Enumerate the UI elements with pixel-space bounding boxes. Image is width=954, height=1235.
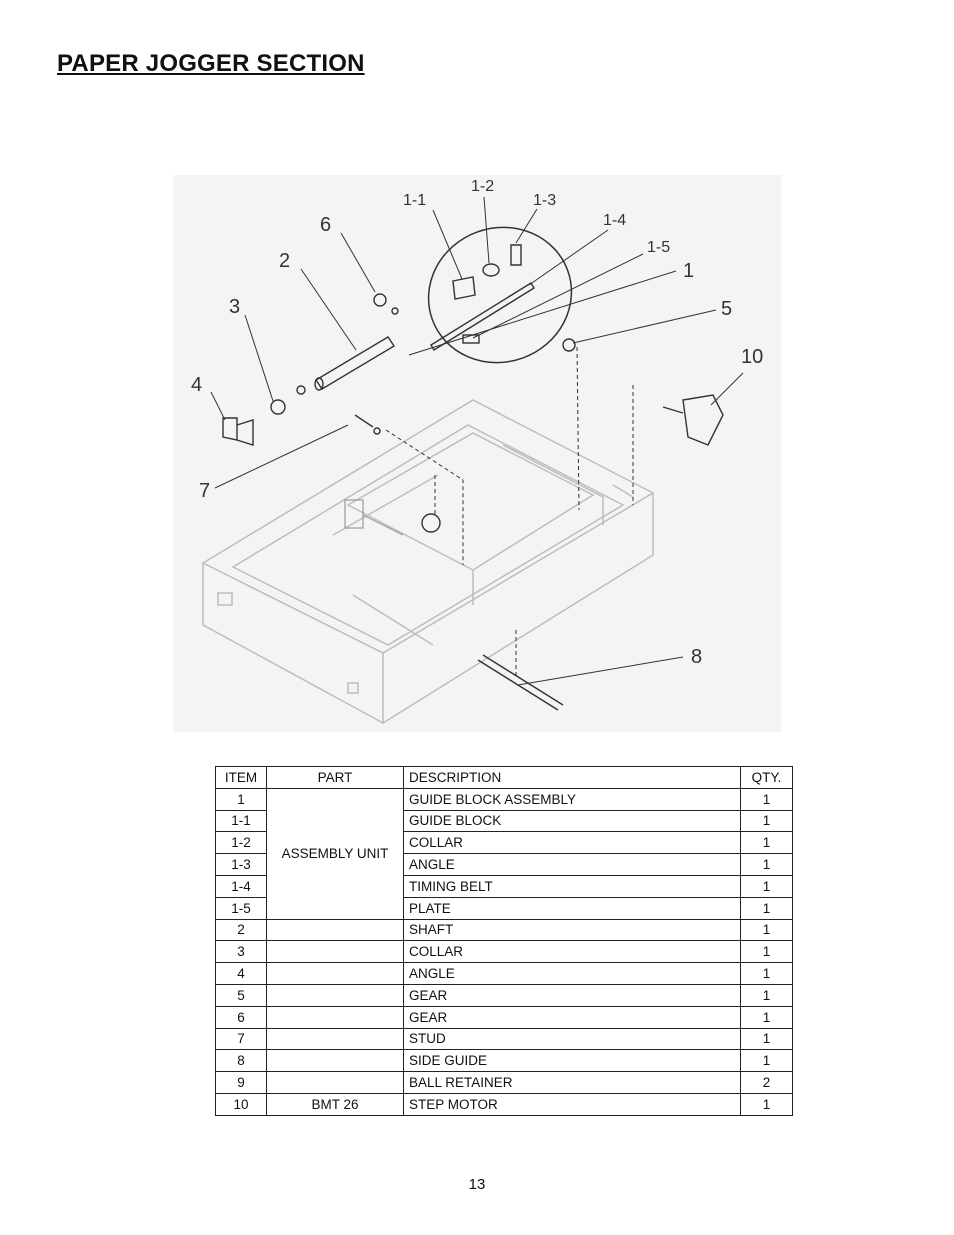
- qty-cell: 1: [741, 963, 793, 985]
- qty-cell: 1: [741, 941, 793, 963]
- callout-3: 3: [229, 296, 241, 318]
- item-cell: 8: [216, 1050, 267, 1072]
- table-header-row: [216, 767, 793, 789]
- table-row: [216, 919, 793, 941]
- qty-cell: 1: [741, 984, 793, 1006]
- item-cell: 9: [216, 1072, 267, 1094]
- callout-8: 8: [691, 646, 703, 668]
- page-number: 13: [468, 1176, 486, 1193]
- part-cell: [267, 1006, 404, 1028]
- exploded-parts-diagram: [173, 175, 781, 732]
- table-row: [216, 788, 793, 810]
- callout-6: 6: [320, 214, 332, 236]
- description-cell: BALL RETAINER: [404, 1072, 741, 1094]
- item-cell: 1-3: [216, 854, 267, 876]
- description-cell: GUIDE BLOCK ASSEMBLY: [404, 788, 741, 810]
- part-cell: [267, 984, 404, 1006]
- item-cell: 5: [216, 984, 267, 1006]
- item-cell: 6: [216, 1006, 267, 1028]
- item-cell: 1: [216, 788, 267, 810]
- qty-cell: 1: [741, 832, 793, 854]
- qty-cell: 1: [741, 875, 793, 897]
- qty-cell: 2: [741, 1072, 793, 1094]
- qty-cell: 1: [741, 854, 793, 876]
- item-cell: 4: [216, 963, 267, 985]
- description-cell: COLLAR: [404, 832, 741, 854]
- header-part: PART: [267, 767, 404, 789]
- table-row: [216, 1006, 793, 1028]
- table-row: [216, 941, 793, 963]
- header-qty: QTY.: [741, 767, 793, 789]
- description-cell: STEP MOTOR: [404, 1093, 741, 1115]
- description-cell: GEAR: [404, 1006, 741, 1028]
- callout-1-5: 1-5: [647, 239, 671, 256]
- description-cell: PLATE: [404, 897, 741, 919]
- description-cell: STUD: [404, 1028, 741, 1050]
- callout-2: 2: [279, 250, 291, 272]
- description-cell: GEAR: [404, 984, 741, 1006]
- table-row: [216, 1093, 793, 1115]
- description-cell: GUIDE BLOCK: [404, 810, 741, 832]
- description-cell: ANGLE: [404, 963, 741, 985]
- description-cell: COLLAR: [404, 941, 741, 963]
- qty-cell: 1: [741, 1093, 793, 1115]
- page-title: PAPER JOGGER SECTION: [57, 50, 365, 77]
- description-cell: ANGLE: [404, 854, 741, 876]
- callout-7: 7: [199, 480, 211, 502]
- header-description: DESCRIPTION: [404, 767, 741, 789]
- callout-1-4: 1-4: [603, 212, 627, 229]
- parts-list-table: [215, 766, 793, 1116]
- qty-cell: 1: [741, 1006, 793, 1028]
- callout-1-3: 1-3: [533, 192, 557, 209]
- qty-cell: 1: [741, 1050, 793, 1072]
- part-cell: [267, 1072, 404, 1094]
- callout-1-1: 1-1: [403, 192, 427, 209]
- item-cell: 7: [216, 1028, 267, 1050]
- callout-5: 5: [721, 298, 733, 320]
- part-cell: [267, 941, 404, 963]
- part-cell: BMT 26: [267, 1093, 404, 1115]
- callout-10: 10: [741, 346, 764, 368]
- description-cell: TIMING BELT: [404, 875, 741, 897]
- item-cell: 3: [216, 941, 267, 963]
- table-row: [216, 963, 793, 985]
- qty-cell: 1: [741, 897, 793, 919]
- part-cell: [267, 963, 404, 985]
- qty-cell: 1: [741, 810, 793, 832]
- item-cell: 1-5: [216, 897, 267, 919]
- table-row: [216, 1028, 793, 1050]
- callout-layer: [173, 175, 781, 732]
- qty-cell: 1: [741, 788, 793, 810]
- header-item: ITEM: [216, 767, 267, 789]
- item-cell: 1-2: [216, 832, 267, 854]
- part-cell: [267, 1050, 404, 1072]
- assembly-unit-cell: ASSEMBLY UNIT: [267, 788, 404, 919]
- item-cell: 1-1: [216, 810, 267, 832]
- qty-cell: 1: [741, 919, 793, 941]
- table-row: [216, 1072, 793, 1094]
- qty-cell: 1: [741, 1028, 793, 1050]
- callout-1-2: 1-2: [471, 178, 495, 195]
- item-cell: 2: [216, 919, 267, 941]
- callout-4: 4: [191, 374, 203, 396]
- callout-1: 1: [683, 260, 695, 282]
- item-cell: 1-4: [216, 875, 267, 897]
- item-cell: 10: [216, 1093, 267, 1115]
- description-cell: SHAFT: [404, 919, 741, 941]
- table-row: [216, 984, 793, 1006]
- description-cell: SIDE GUIDE: [404, 1050, 741, 1072]
- part-cell: [267, 919, 404, 941]
- part-cell: [267, 1028, 404, 1050]
- table-row: [216, 1050, 793, 1072]
